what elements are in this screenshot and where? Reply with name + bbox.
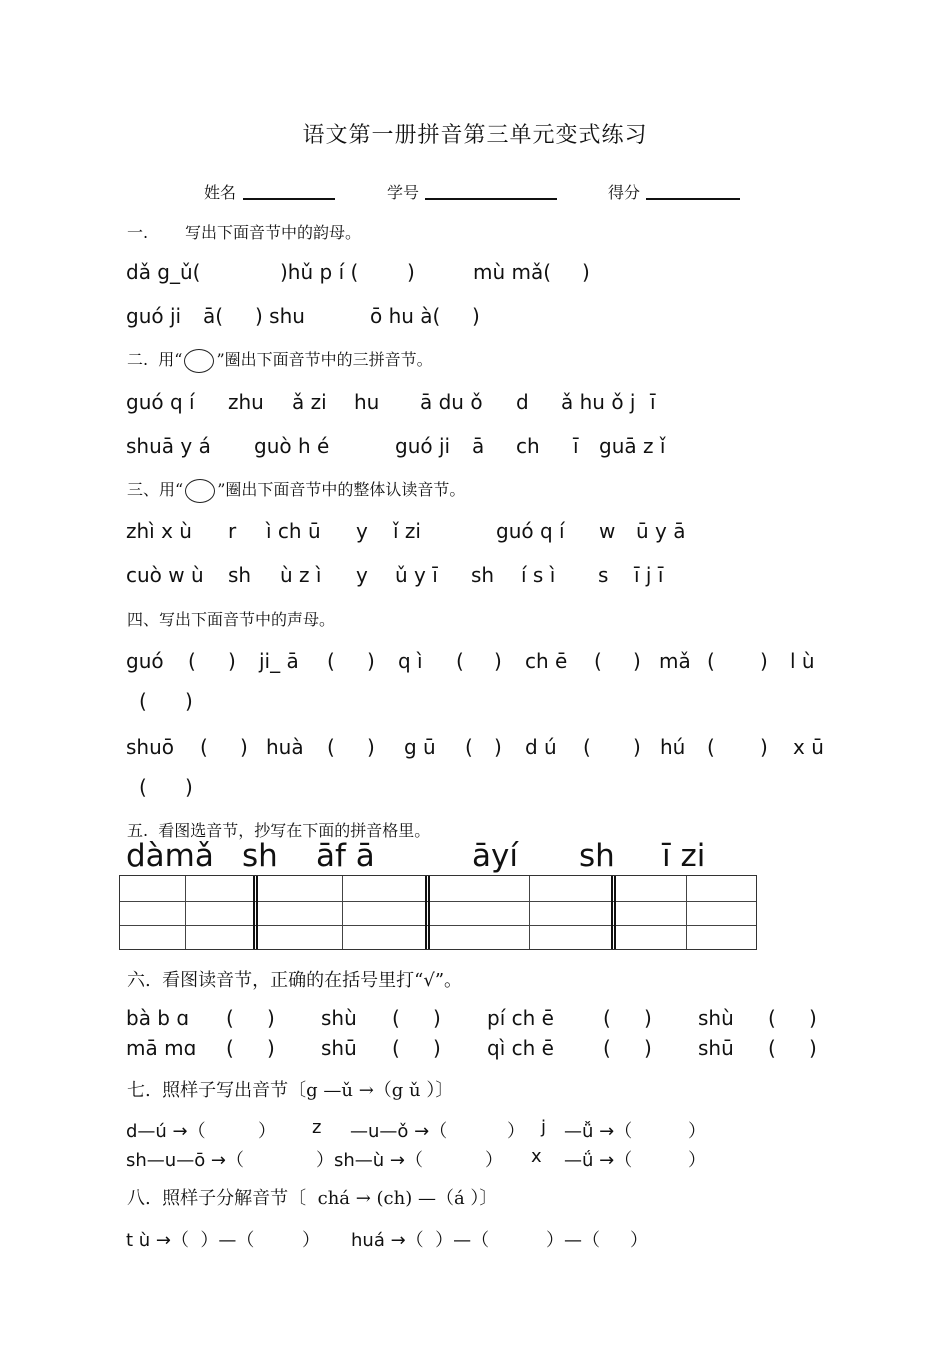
s4-r1-paren: )	[760, 649, 768, 673]
s6-r1-paren[interactable]: (	[392, 1006, 400, 1030]
section8-heading: 八. 照样子分解音节〔 chá → (ch) —（á ）〕	[127, 1188, 498, 1209]
s4-r1-item: guó	[126, 649, 164, 673]
grid-divider	[253, 876, 258, 949]
s4-r2-paren: (	[583, 735, 591, 759]
s7-r1-item: ）	[507, 1121, 525, 1142]
s2-r1-item[interactable]: ǎ zi	[292, 390, 327, 414]
s5-word: sh	[579, 838, 615, 874]
s4-r2-item: x ū	[793, 735, 824, 759]
section7-heading: 七. 照样子写出音节〔g —ǔ →（g ǔ ）〕	[127, 1080, 454, 1101]
s8-r1-item: ）	[302, 1230, 320, 1251]
s3-r2-item[interactable]: sh	[471, 563, 495, 587]
s6-r1-item: shù	[321, 1006, 357, 1030]
number-field-line[interactable]	[425, 198, 557, 200]
s2-r1-item[interactable]: d	[516, 390, 529, 414]
grid-line	[686, 876, 687, 949]
s2-r2-item[interactable]: guā z ǐ	[599, 434, 666, 458]
s4-r2-paren: )	[760, 735, 768, 759]
s4-r1-item: l ù	[790, 649, 815, 673]
section5-heading: 五. 看图选音节，抄写在下面的拼音格里。	[127, 821, 431, 840]
s1-r1-item: dǎ g_ǔ(	[126, 260, 201, 284]
s6-r1-paren[interactable]: )	[433, 1006, 441, 1030]
s4-r1-item: mǎ	[659, 649, 691, 673]
s4-r2-paren: )	[240, 735, 248, 759]
s7-r2-item: ）	[688, 1150, 706, 1171]
s8-r1-item: huá →（ ）—（	[351, 1230, 490, 1251]
s6-r2-paren[interactable]: (	[226, 1036, 234, 1060]
s3-r1-item[interactable]: ǐ zi	[393, 519, 421, 543]
section3-heading: 三、用“ ”圈出下面音节中的整体认读音节。	[127, 477, 465, 503]
s6-r2-paren[interactable]: )	[433, 1036, 441, 1060]
section2-heading: 二. 用“ ”圈出下面音节中的三拼音节。	[127, 347, 433, 373]
s5-word: āyí	[472, 838, 518, 874]
s3-r2-item[interactable]: í s ì	[521, 563, 556, 587]
grid-line	[120, 925, 756, 926]
s8-r1-item: t ù →（ ）—（	[126, 1230, 255, 1251]
s5-word: ī zi	[662, 838, 706, 874]
number-label: 学号	[387, 183, 420, 202]
grid-divider	[425, 876, 430, 949]
s4-r2-paren: )	[494, 735, 502, 759]
s5-word: āf ā	[316, 838, 375, 874]
s6-r1-paren[interactable]: )	[809, 1006, 817, 1030]
s4-r1-item: ch ē	[525, 649, 568, 673]
page-title: 语文第一册拼音第三单元变式练习	[302, 123, 648, 148]
s2-r2-item[interactable]: ā	[472, 434, 485, 458]
s7-r2-item: —ǘ →（	[564, 1150, 633, 1171]
s6-r1-item: pí ch ē	[487, 1006, 554, 1030]
s6-r1-paren[interactable]: (	[603, 1006, 611, 1030]
s7-r1-item: z	[312, 1117, 322, 1138]
s4-r1-item: q ì	[398, 649, 423, 673]
s4-r2-paren: (	[327, 735, 335, 759]
s4-r2-item: hú	[660, 735, 686, 759]
s2-r2-item[interactable]: ī	[573, 434, 579, 458]
s1-r2-item: ō hu à(	[370, 304, 441, 328]
s1-r1-item: )hǔ p í (	[280, 260, 359, 284]
s7-r1-item: d—ú →（	[126, 1121, 206, 1142]
s4-r2-paren: (	[200, 735, 208, 759]
s6-r2-paren[interactable]: )	[809, 1036, 817, 1060]
s6-r2-paren[interactable]: )	[644, 1036, 652, 1060]
grid-line	[529, 876, 530, 949]
s1-r1-item: )	[582, 260, 590, 284]
s5-word: sh	[242, 838, 278, 874]
s6-r2-paren[interactable]: (	[603, 1036, 611, 1060]
s7-r2-item: ）sh—ù →（	[316, 1150, 423, 1171]
s6-r2-paren[interactable]: )	[267, 1036, 275, 1060]
s2-r1-item[interactable]: guó q í	[126, 390, 195, 414]
s4-r1-paren: (	[456, 649, 464, 673]
s2-r1-item[interactable]: zhu	[228, 390, 264, 414]
grid-line	[185, 876, 186, 949]
s7-r2-item: x	[531, 1146, 542, 1167]
s3-r1-item[interactable]: zhì x ù	[126, 519, 192, 543]
s7-r1-item: ）	[258, 1121, 276, 1142]
s4-r2-paren: )	[633, 735, 641, 759]
s7-r1-item: —ǚ →（	[564, 1121, 633, 1142]
name-field-line[interactable]	[243, 198, 335, 200]
grid-line	[120, 901, 756, 902]
grid-line	[342, 876, 343, 949]
s3-r1-item[interactable]: y	[356, 519, 368, 543]
s8-r1-item: ）—（	[546, 1230, 600, 1251]
s7-r1-item: —u—ǒ →（	[350, 1121, 448, 1142]
section4-heading: 四、写出下面音节中的声母。	[127, 610, 336, 629]
section1-heading: 写出下面音节中的韵母。	[185, 223, 362, 242]
s6-r2-item: qì ch ē	[487, 1036, 554, 1060]
s1-r2-item: ā(	[203, 304, 224, 328]
s3-r2-item[interactable]: ǔ y ī	[395, 563, 438, 587]
s4-r2-paren: (	[707, 735, 715, 759]
s2-r1-item[interactable]: ī	[650, 390, 656, 414]
s6-r1-item: shù	[698, 1006, 734, 1030]
s6-r1-paren[interactable]: )	[644, 1006, 652, 1030]
s4-r1-item: ji_ ā	[259, 649, 299, 673]
s6-r1-paren[interactable]: (	[226, 1006, 234, 1030]
s8-r1-item: ）	[630, 1230, 648, 1251]
s2-r1-item[interactable]: ǎ hu ǒ j	[561, 390, 636, 414]
s7-r2-item: ）	[485, 1150, 503, 1171]
s3-r2-item[interactable]: ī j ī	[634, 563, 664, 587]
s4-r2-item: shuō	[126, 735, 175, 759]
s4-r2-paren: )	[367, 735, 375, 759]
pinyin-writing-grid[interactable]	[119, 875, 757, 950]
s2-r2-item[interactable]: ch	[516, 434, 540, 458]
score-label: 得分	[608, 183, 641, 202]
s3-r2-item[interactable]: s	[598, 563, 609, 587]
s3-r1-item[interactable]: w	[599, 519, 616, 543]
s2-r2-item[interactable]: guó ji	[395, 434, 451, 458]
s1-r2-item: ) shu	[255, 304, 305, 328]
s4-r1-paren: )	[228, 649, 236, 673]
s6-r2-paren[interactable]: (	[392, 1036, 400, 1060]
s1-r2-item: )	[472, 304, 480, 328]
s3-r1-item[interactable]: guó q í	[496, 519, 565, 543]
s4-r2-wrap-paren: ( )	[139, 775, 193, 799]
s4-r1-paren: (	[327, 649, 335, 673]
s4-r1-paren: (	[707, 649, 715, 673]
s4-r2-item: huà	[266, 735, 304, 759]
s6-r2-item: shū	[698, 1036, 734, 1060]
name-label: 姓名	[204, 183, 237, 202]
score-field-line[interactable]	[646, 198, 740, 200]
s1-r2-item: guó ji	[126, 304, 182, 328]
s1-r1-item: )	[407, 260, 415, 284]
s2-r1-item[interactable]: hu	[354, 390, 380, 414]
s2-r1-item[interactable]: ā du ǒ	[420, 390, 483, 414]
s4-r1-paren: )	[633, 649, 641, 673]
s4-r2-paren: (	[465, 735, 473, 759]
s6-r1-item: bà b ɑ	[126, 1006, 190, 1030]
grid-divider	[611, 876, 616, 949]
circle-icon	[184, 349, 214, 373]
s4-r1-paren: (	[594, 649, 602, 673]
s7-r2-item: sh—u—ō →（	[126, 1150, 245, 1171]
s3-r2-item[interactable]: y	[356, 563, 368, 587]
s7-r1-item: ）	[688, 1121, 706, 1142]
section1-number: 一.	[127, 223, 149, 242]
s3-r1-item[interactable]: ū y ā	[636, 519, 686, 543]
s4-r1-paren: )	[494, 649, 502, 673]
s3-r1-item[interactable]: ì ch ū	[266, 519, 321, 543]
s2-r2-item[interactable]: guò h é	[254, 434, 330, 458]
s6-r1-paren[interactable]: (	[768, 1006, 776, 1030]
s7-r1-item: j	[541, 1117, 547, 1138]
section6-heading: 六. 看图读音节，正确的在括号里打“√”。	[127, 970, 463, 991]
s6-r1-paren[interactable]: )	[267, 1006, 275, 1030]
s3-r2-item[interactable]: sh	[228, 563, 252, 587]
s6-r2-paren[interactable]: (	[768, 1036, 776, 1060]
circle-icon	[185, 479, 215, 503]
s4-r2-item: d ú	[525, 735, 557, 759]
s4-r1-paren: )	[367, 649, 375, 673]
s6-r2-item: mā mɑ	[126, 1036, 197, 1060]
s4-r1-wrap-paren: ( )	[139, 689, 193, 713]
s1-r1-item: mù mǎ(	[473, 260, 552, 284]
s3-r2-item[interactable]: ù z ì	[280, 563, 322, 587]
s2-r2-item[interactable]: shuā y á	[126, 434, 211, 458]
s3-r1-item[interactable]: r	[228, 519, 237, 543]
s6-r2-item: shū	[321, 1036, 357, 1060]
s3-r2-item[interactable]: cuò w ù	[126, 563, 204, 587]
s4-r2-item: g ū	[404, 735, 436, 759]
s5-word: dàmǎ	[126, 838, 214, 874]
s4-r1-paren: (	[188, 649, 196, 673]
